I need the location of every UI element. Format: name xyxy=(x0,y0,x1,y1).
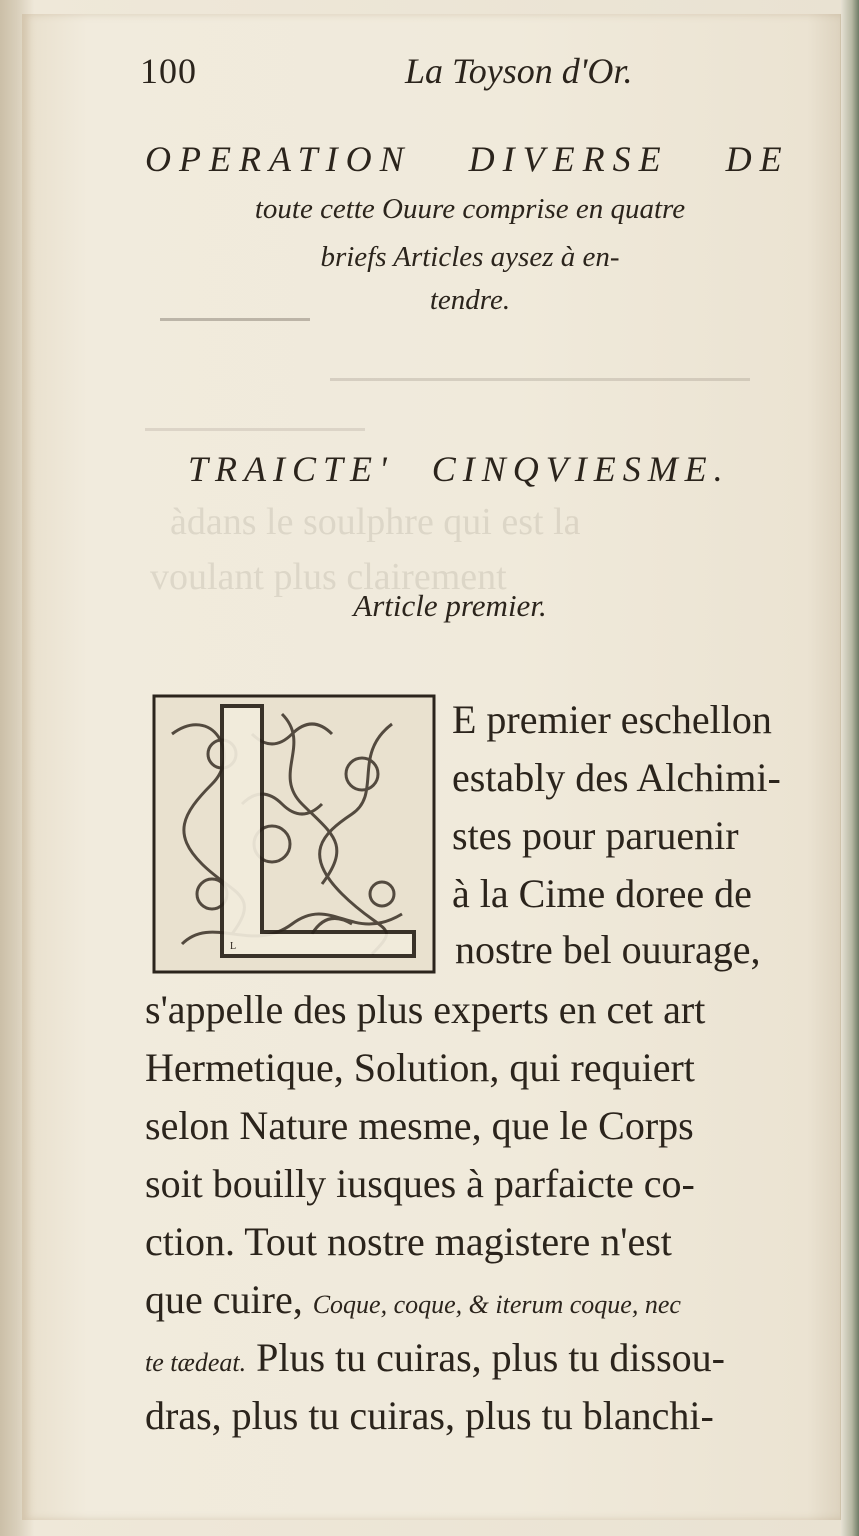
body-line xyxy=(145,1277,681,1322)
body-line: stes pour paruenir xyxy=(452,813,739,858)
body-line: soit bouilly iusques à parfaicte co- xyxy=(145,1161,695,1206)
section-heading: OPERATION DIVERSE DE xyxy=(145,139,790,179)
page-header xyxy=(140,50,660,100)
stray-mark xyxy=(145,428,365,431)
body-line xyxy=(145,1335,725,1380)
body-text-italic: Coque, coque, & iterum coque, nec xyxy=(312,1290,681,1319)
section-subheading-line: toute cette Ouure comprise en quatre xyxy=(254,193,686,225)
body-line: nostre bel ouurage, xyxy=(455,927,761,972)
body-text-italic: te tædeat. xyxy=(145,1348,247,1377)
body-line: selon Nature mesme, que le Corps xyxy=(145,1103,694,1148)
page-number: 100 xyxy=(140,51,197,91)
section-subheading-line: briefs Articles aysez à en- xyxy=(320,241,620,273)
drop-cap-letter: L xyxy=(230,941,237,952)
body-line: s'appelle des plus experts en cet art xyxy=(145,987,706,1032)
show-through-text: voulant plus clairement xyxy=(150,556,507,598)
section-subheading-line: tendre. xyxy=(429,284,511,316)
body-text-roman: que cuire, xyxy=(145,1277,303,1322)
body-text-roman: Plus tu cuiras, plus tu dissou- xyxy=(256,1335,725,1380)
ornamental-initial-icon xyxy=(152,694,436,974)
treatise-title: TRAICTE' CINQVIESME. xyxy=(188,449,730,489)
body-line: ction. Tout nostre magistere n'est xyxy=(145,1219,672,1264)
stray-mark xyxy=(160,318,310,321)
show-through-text: àdans le soulphre qui est la xyxy=(170,501,581,543)
stray-mark xyxy=(330,378,750,381)
body-line: E premier eschellon xyxy=(452,697,772,742)
book-cover-edge xyxy=(841,0,859,1536)
running-title: La Toyson d'Or. xyxy=(405,51,633,91)
body-line: dras, plus tu cuiras, plus tu blanchi- xyxy=(145,1393,714,1438)
article-title: Article premier. xyxy=(353,588,547,623)
body-line: à la Cime doree de xyxy=(452,871,752,916)
body-line: estably des Alchimi- xyxy=(452,755,781,800)
body-line: Hermetique, Solution, qui requiert xyxy=(145,1045,695,1090)
